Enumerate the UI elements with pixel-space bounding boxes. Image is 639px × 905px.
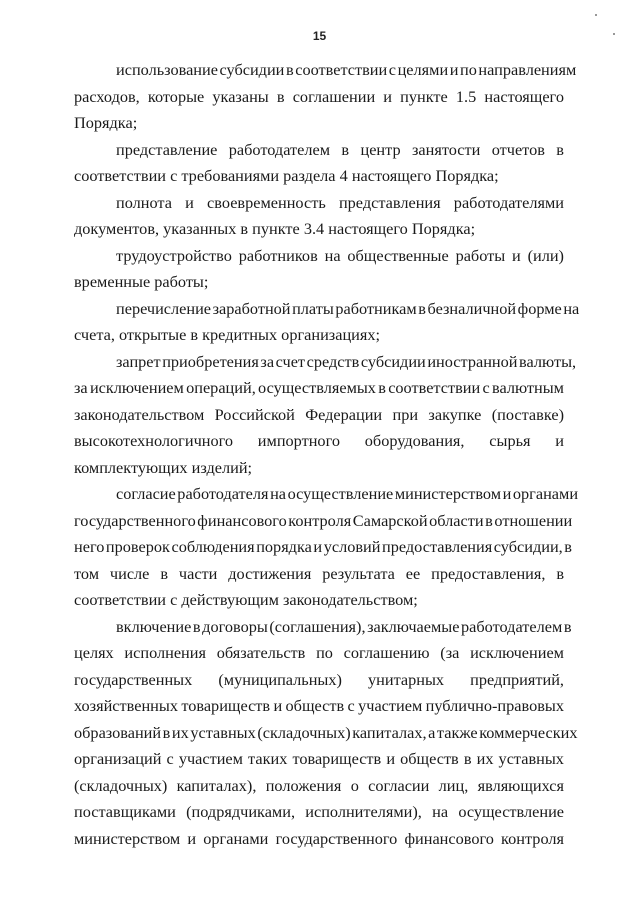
text-line: [74, 746, 564, 773]
text-line: [74, 561, 564, 588]
text-line-content: поставщиками (подрядчиками, исполнителями), на осуществление: [74, 802, 565, 821]
text-line: [74, 402, 564, 429]
text-line: [74, 534, 572, 561]
text-line: [74, 137, 564, 164]
text-line-content: законодательством Российской Федерации при закупке (поставке): [74, 404, 565, 424]
text-line-content: запрет приобретения за счет средств субсидии иностранной валюты,: [116, 351, 577, 371]
text-line-content: за исключением операций, осуществляемых в соответствии с валютным: [74, 378, 564, 397]
text-line: [74, 163, 564, 190]
text-line-content: согласие работодателя на осуществление министерством и органами: [116, 484, 579, 503]
paragraph: [74, 190, 564, 243]
text-line-content: расходов, которые указаны в соглашении и пункте 1.5 настоящего: [74, 86, 564, 106]
document-body: [74, 57, 580, 852]
text-line: [74, 84, 564, 111]
text-line-content: перечисление заработной платы работникам в безналичной форме на: [116, 298, 580, 318]
scan-speck: [613, 33, 615, 35]
text-line: [74, 693, 564, 720]
text-line-content: том числе в части достижения результата ее предоставления, в: [74, 563, 565, 583]
text-line-content: высокотехнологичного импортного оборудования, сырья и: [74, 431, 565, 450]
text-line: [74, 455, 564, 482]
text-line-content: соответствии с требованиями раздела 4 настоящего Порядка;: [74, 166, 499, 185]
text-line-content: соответствии с действующим законодательством;: [74, 590, 418, 609]
text-line-content: трудоустройство работников на общественные работы и (или): [116, 245, 564, 265]
paragraph: [74, 296, 580, 349]
text-line-content: полнота и своевременность представления работодателями: [116, 192, 565, 212]
text-line: [74, 667, 564, 694]
text-line: [74, 216, 564, 243]
text-line-content: хозяйственных товариществ и обществ с участием публично-правовых: [74, 696, 564, 715]
text-line: [74, 243, 564, 270]
paragraph: [74, 481, 579, 614]
text-line-content: комплектующих изделий;: [74, 457, 253, 477]
text-line-content: него проверок соблюдения порядка и условий предоставления субсидии, в: [74, 537, 572, 556]
text-line: [74, 57, 577, 84]
text-line-content: Порядка;: [74, 113, 138, 132]
text-line-content: счета, открытые в кредитных организациях;: [74, 325, 381, 344]
text-line-content: целях исполнения обязательств по соглашению (за исключением: [74, 643, 564, 662]
text-line: [74, 269, 564, 296]
text-line: [74, 587, 564, 614]
paragraph: [74, 349, 577, 482]
text-line: [74, 614, 572, 641]
text-line: [74, 296, 580, 323]
text-line: [74, 773, 564, 800]
text-line: [74, 322, 564, 349]
text-line-content: образований в их уставных (складочных) капиталах, а также коммерческих: [74, 722, 578, 742]
text-line-content: документов, указанных в пункте 3.4 настоящего Порядка;: [74, 219, 476, 238]
paragraph: [74, 243, 564, 296]
text-line: [74, 110, 564, 137]
text-line-content: организаций с участием таких товариществ и обществ в их уставных: [74, 749, 564, 768]
text-line: [74, 349, 577, 376]
text-line-content: государственных (муниципальных) унитарных предприятий,: [74, 669, 564, 689]
text-line-content: представление работодателем в центр занятости отчетов в: [116, 139, 564, 159]
scan-speck: [595, 14, 597, 16]
text-line: [74, 481, 579, 508]
text-line: [74, 826, 564, 853]
text-line-content: временные работы;: [74, 272, 209, 291]
page-number: 15: [312, 29, 327, 43]
text-line: [74, 508, 573, 535]
paragraph: [74, 137, 564, 190]
text-line: [74, 375, 564, 402]
text-line-content: (складочных) капиталах), положения о согласии лиц, являющихся: [74, 775, 564, 795]
text-line-content: включение в договоры (соглашения), заключаемые работодателем в: [116, 616, 572, 636]
paragraph: [74, 614, 578, 853]
text-line: [74, 190, 564, 217]
text-line: [74, 720, 578, 747]
text-line: [74, 428, 564, 455]
paragraph: [74, 57, 577, 137]
text-line-content: государственного финансового контроля Самарской области в отношении: [74, 510, 573, 530]
text-line-content: использование субсидии в соответствии с целями и по направлениям: [116, 60, 577, 79]
text-line: [74, 799, 564, 826]
text-line-content: министерством и органами государственного финансового контроля: [74, 828, 564, 848]
text-line: [74, 640, 564, 667]
